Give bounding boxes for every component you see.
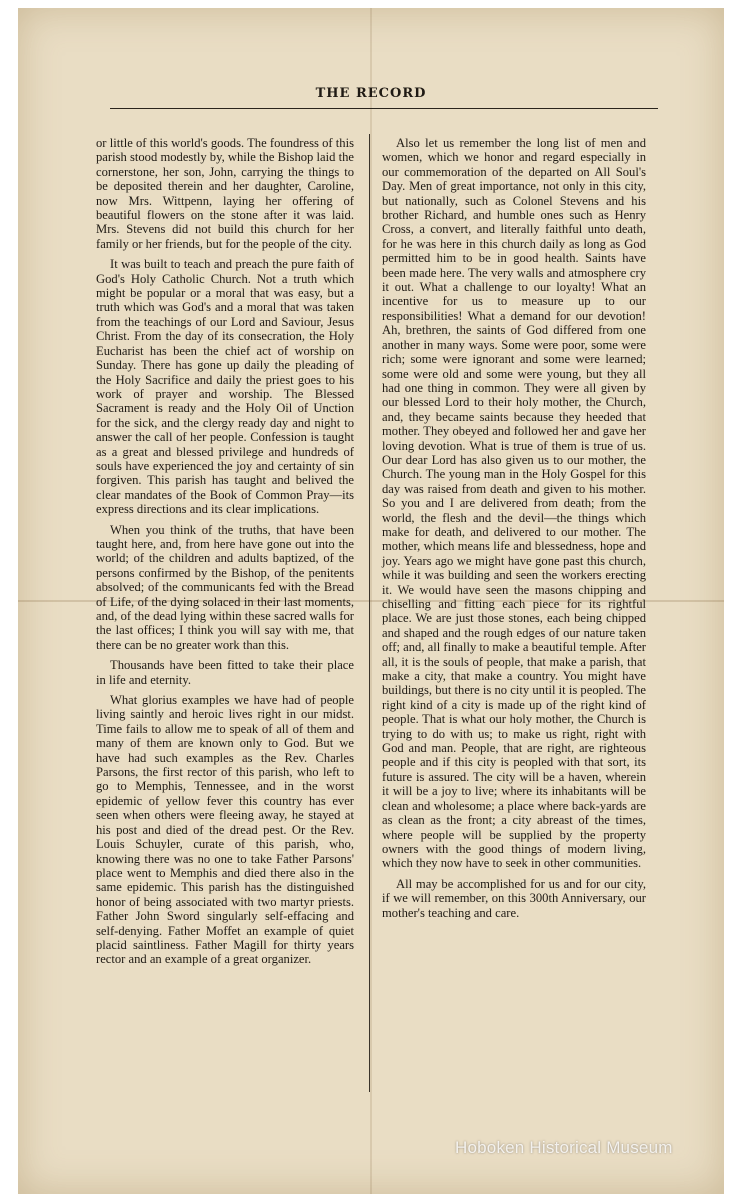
page-header-title: THE RECORD	[315, 86, 427, 101]
column-divider	[369, 134, 370, 1092]
newsletter-page	[18, 8, 724, 1194]
vertical-fold-crease	[370, 8, 372, 1194]
left-paragraph-3: When you think of the truths, that have been taught here, and, from here have gone out into the world; of the children and adults baptized, of the persons confirmed by the Bishop, of the penitents absolved; of the communicants fed with the Bread of Life, of the dying solaced in their last moments, and, of the dead lying within these sacred walls for the last offices; I think you will say with me, that there can be no greater work than this.	[96, 522, 354, 652]
header-rule	[110, 108, 658, 109]
right-paragraph-1: Also let us remember the long list of men and women, which we honor and regard especially in our commemoration of the departed on All Soul's Day. Men of great importance, not only in this city, but nationally, such as Colonel Stevens and his brother Richard, and humble ones such as Henry Cross, a convert, and literally faithful unto death, for he was here in this church daily as long as God permitted him to be in good health. Saints have been made here. The very walls and atmosphere cry it out. What a challenge to our loyalty! What an incentive for us to measure up to our responsibilities! What a demand for our devotion! Ah, brethren, the saints of God differed from one another in many ways. Some were poor, some were rich; some were ignorant and some were learned; some were old and some were young, but they all had one thing in common. They were all given by our blessed Lord to their holy mother, the Church, and, they became saints because they heeded that mother. They obeyed and followed her and gave her loving devotion. What is true of them is true of us. Our dear Lord has also given us to our mother, the Church. The young man in the Holy Gospel for this day was raised from death and given to his mother. So you and I are delivered from death; from the world, the flesh and the devil—the things which make for death, and delivered to our mother. The mother, which means life and blessedness, hope and joy. Years ago we might have gone past this church, while it was building and seen the workers erecting it. We would have seen the masons chipping and chiselling and fitting each piece for its rightful place. We are just those stones, each being chipped and shaped and the rough edges of our nature taken off; and, all finally to make a beautiful temple. After all, it is the souls of people, that make a parish, that make a city, that make a country. You might have buildings, but there is no city until it is peopled. The right kind of a city is made up of the right kind of people. That is what our holy mother, the Church is trying to do with us; to make us right, right with God and man. People, that are right, are righteous people and if this city is peopled with that sort, its future is assured. The city will be a haven, wherein it will be a joy to live; where its inhabitants will be clean and wholesome; a place where back-yards are as clean as the front; a city abreast of the times, where people will be supplied by the property owners with the good things of modern living, which they now have to seek in other communities.	[382, 136, 646, 871]
left-paragraph-5: What glorius examples we have had of people living saintly and heroic lives right in our midst. Time fails to allow me to speak of all of them and many of them are known only to God. But we have had such examples as the Rev. Charles Parsons, the first rector of this parish, who left to go to Memphis, Tennessee, and in the worst epidemic of yellow fever this country has ever seen when others were fleeing away, he stayed at his post and died of the dread pest. Or the Rev. Louis Schuyler, curate of this parish, who, knowing there was no one to take Father Parsons' place went to Memphis and died there also in the same epidemic. This parish has the distinguished honor of being associated with two martyr priests. Father John Sword singularly self-effacing and self-denying. Father Moffet an example of quiet placid saintliness. Father Magill for thirty years rector and an example of a great organizer.	[96, 693, 354, 967]
right-paragraph-2: All may be accomplished for us and for our city, if we will remember, on this 300th Anniversary, our mother's teaching and care.	[382, 876, 646, 920]
left-paragraph-1: or little of this world's goods. The foundress of this parish stood modestly by, while the Bishop laid the cornerstone, her son, John, carrying the things to be deposited therein and her daughter, Caroline, now Mrs. Wittpenn, laying her offering of beautiful flowers on the stone after it was laid. Mrs. Stevens did not build this church for her family or her friends, but for the people of the city.	[96, 136, 354, 251]
left-paragraph-2: It was built to teach and preach the pure faith of God's Holy Catholic Church. Not a truth which might be popular or a moral that was easy, but a truth which was God's and a moral that was taken from the teachings of our Lord and Saviour, Jesus Christ. From the day of its consecration, the Holy Eucharist has been the chief act of worship on Sunday. There has gone up daily the pleading of the Holy Sacrifice and daily the priest goes to his work of prayer and worship. The Blessed Sacrament is ready and the Holy Oil of Unction for the sick, and the clergy ready day and night to answer the call of her people. Confession is taught as a great and blessed privilege and hundreds of souls have experienced the joy and certainty of sin forgiven. This parish has taught and belived the clear mandates of the Book of Common Pray—its express directions and its clear implications.	[96, 257, 354, 517]
museum-watermark: Hoboken Historical Museum	[455, 1138, 673, 1157]
left-paragraph-4: Thousands have been fitted to take their place in life and eternity.	[96, 658, 354, 687]
right-column	[382, 136, 646, 926]
left-column	[96, 136, 354, 973]
